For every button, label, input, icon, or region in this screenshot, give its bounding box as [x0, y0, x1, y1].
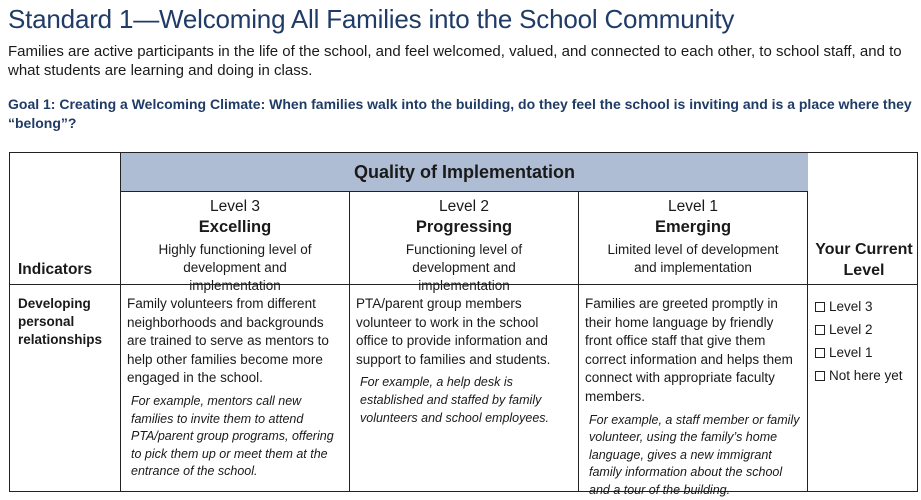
checkbox-label: Level 1 — [829, 345, 873, 360]
level-2-header — [350, 197, 578, 293]
current-level-checklist — [815, 295, 903, 387]
goal-statement — [8, 95, 913, 133]
checkbox-square-icon[interactable] — [815, 302, 825, 312]
checkbox-square-icon[interactable] — [815, 371, 825, 381]
level-1-cell — [585, 295, 803, 500]
checkbox-square-icon[interactable] — [815, 325, 825, 335]
goal-text: When families walk into the building, do they feel the school is inviting and is a place where they “belong”? — [8, 96, 912, 131]
current-level-heading: Your Current Level — [815, 241, 913, 279]
indicators-heading: Indicators — [18, 261, 93, 278]
implementation-table — [9, 152, 918, 497]
level-1-example: For example, a staff member or family volunteer, using the family’s home language, gives a new immigrant family information about the school and a tour of the building. — [589, 412, 800, 497]
level-2-cell — [356, 295, 574, 427]
page-title: Standard 1—Welcoming All Families into the School Community — [8, 4, 735, 34]
level-3-example: For example, mentors call new families to invite them to attend PTA/parent group programs, offering to pick them up or meet them at the entrance of the school. — [131, 393, 334, 479]
level-3-header — [121, 197, 349, 293]
level-name: Emerging — [654, 218, 732, 236]
checkbox-label: Not here yet — [829, 368, 903, 383]
level-description: Functioning level of development and implementation — [405, 242, 523, 293]
checkbox-not-here-yet[interactable] — [815, 364, 903, 387]
checkbox-label: Level 3 — [829, 299, 873, 314]
checkbox-label: Level 2 — [829, 322, 873, 337]
level-1-header — [579, 197, 807, 285]
level-3-text: Family volunteers from different neighborhoods and backgrounds are trained to serve as mentors to help other families become more engaged in the school. — [127, 296, 329, 386]
checkbox-level-2[interactable] — [815, 318, 903, 341]
divider-level1 — [807, 153, 808, 492]
level-number: Level 1 — [668, 198, 718, 215]
goal-lead: Goal 1: Creating a Welcoming Climate: — [8, 96, 266, 112]
quality-heading: Quality of Implementation — [121, 153, 808, 192]
level-2-example: For example, a help desk is established and staffed by family volunteers and school employees. — [360, 375, 550, 425]
checkbox-square-icon[interactable] — [815, 348, 825, 358]
checkbox-level-3[interactable] — [815, 295, 903, 318]
indicator-label: Developing personal relationships — [18, 296, 103, 347]
level-2-text: PTA/parent group members volunteer to work in the school office to provide information and support to families and students. — [356, 296, 551, 367]
level-name: Progressing — [415, 218, 513, 236]
level-3-cell — [127, 295, 345, 481]
checkbox-level-1[interactable] — [815, 341, 903, 364]
level-number: Level 2 — [439, 198, 489, 215]
level-description: Limited level of development and implementation — [607, 242, 779, 275]
level-name: Excelling — [198, 218, 272, 236]
level-number: Level 3 — [210, 198, 260, 215]
level-description: Highly functioning level of development and implementation — [158, 242, 312, 293]
level-1-text: Families are greeted promptly in their home language by friendly front office staff that give them correct information and helps them connect with appropriate faculty members. — [585, 296, 793, 404]
intro-paragraph: Families are active participants in the life of the school, and feel welcomed, valued, and connected to each other, to school staff, and to what students are learning and doing in class. — [8, 43, 902, 79]
